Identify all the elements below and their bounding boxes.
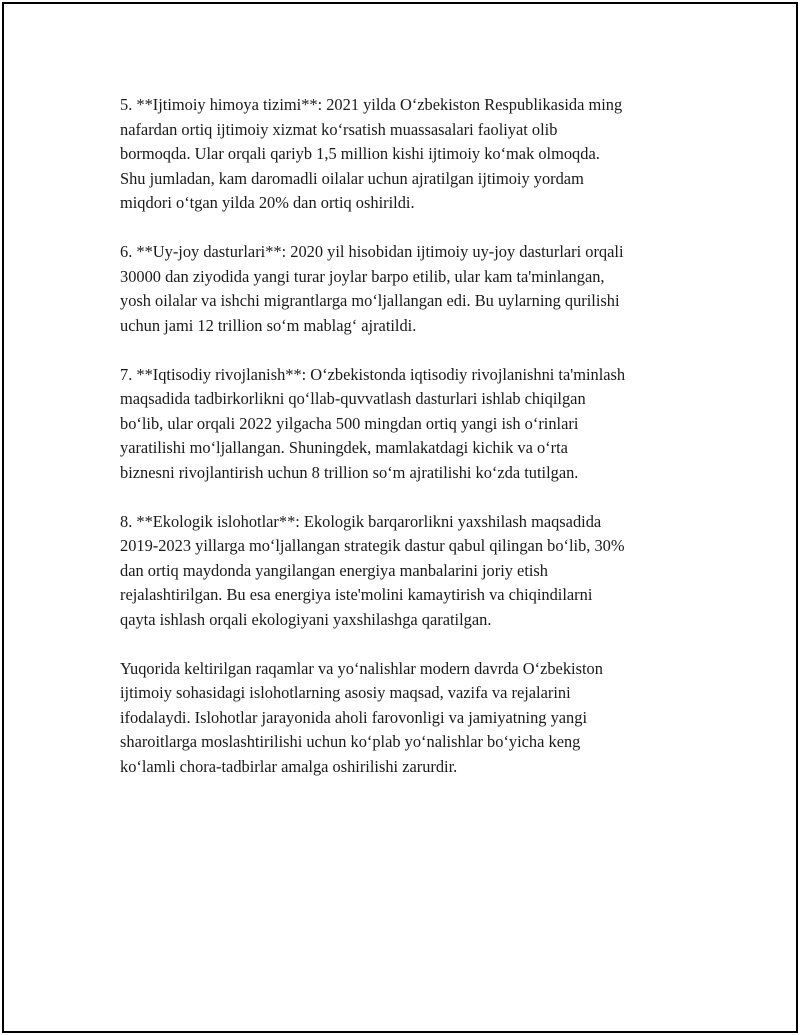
- text-line: ijtimoiy sohasidagi islohotlarning asosiy maqsad, vazifa va rejalarini: [120, 683, 571, 702]
- text-line: biznesni rivojlantirish uchun 8 trillion so‘m ajratilishi ko‘zda tutilgan.: [120, 462, 579, 482]
- text-line: Shu jumladan, kam daromadli oilalar uchun ajratilgan ijtimoiy yordam: [120, 168, 584, 188]
- text-line: 7. **Iqtisodiy rivojlanish**: O‘zbekistonda iqtisodiy rivojlanishni ta'minlash: [120, 364, 626, 384]
- text-line: 2019-2023 yillarga mo‘ljallangan strategik dastur qabul qilingan bo‘lib, 30%: [120, 536, 625, 555]
- text-line: 8. **Ekologik islohotlar**: Ekologik barqarorlikni yaxshilash maqsadida: [120, 511, 602, 531]
- text-line: 6. **Uy-joy dasturlari**: 2020 yil hisobidan ijtimoiy uy-joy dasturlari orqali: [120, 242, 624, 261]
- text-line: bormoqda. Ular orqali qariyb 1,5 million kishi ijtimoiy ko‘mak olmoqda.: [120, 144, 600, 163]
- text-line: rejalashtirilgan. Bu esa energiya iste'molini kamaytirish va chiqindilarni: [120, 585, 593, 604]
- document-page: [2, 2, 798, 1033]
- text-line: sharoitlarga moslashtirilishi uchun ko‘plab yo‘nalishlar bo‘yicha keng: [120, 732, 581, 751]
- document-body: [120, 93, 700, 804]
- text-line: qayta ishlash orqali ekologiyani yaxshilashga qaratilgan.: [120, 609, 492, 629]
- paragraph-conclusion: [120, 657, 700, 780]
- text-line: yaratilishi mo‘ljallangan. Shuningdek, mamlakatdagi kichik va o‘rta: [120, 438, 568, 457]
- text-line: 30000 dan ziyodida yangi turar joylar barpo etilib, ular kam ta'minlangan,: [120, 266, 605, 286]
- text-line: bo‘lib, ular orqali 2022 yilgacha 500 mingdan ortiq yangi ish o‘rinlari: [120, 413, 579, 433]
- text-line: ko‘lamli chora-tadbirlar amalga oshirilishi zarurdir.: [120, 756, 458, 776]
- text-line: nafardan ortiq ijtimoiy xizmat ko‘rsatish muassasalari faoliyat olib: [120, 119, 558, 139]
- paragraph-housing-programs: [120, 240, 700, 338]
- text-line: 5. **Ijtimoiy himoya tizimi**: 2021 yilda O‘zbekiston Respublikasida ming: [120, 95, 623, 114]
- text-line: Yuqorida keltirilgan raqamlar va yo‘nalishlar modern davrda O‘zbekiston: [120, 658, 603, 678]
- paragraph-social-protection: [120, 93, 700, 216]
- text-line: miqdori o‘tgan yilda 20% dan ortiq oshirildi.: [120, 193, 415, 212]
- text-line: yosh oilalar va ishchi migrantlarga mo‘ljallangan edi. Bu uylarning qurilishi: [120, 291, 620, 310]
- text-line: maqsadida tadbirkorlikni qo‘llab-quvvatlash dasturlari ishlab chiqilgan: [120, 389, 586, 408]
- text-line: dan ortiq maydonda yangilangan energiya manbalarini joriy etish: [120, 560, 549, 580]
- text-line: ifodalaydi. Islohotlar jarayonida aholi farovonligi va jamiyatning yangi: [120, 707, 588, 727]
- paragraph-ecological-reforms: [120, 510, 700, 633]
- paragraph-economic-development: [120, 363, 700, 486]
- text-line: uchun jami 12 trillion so‘m mablag‘ ajratildi.: [120, 315, 417, 335]
